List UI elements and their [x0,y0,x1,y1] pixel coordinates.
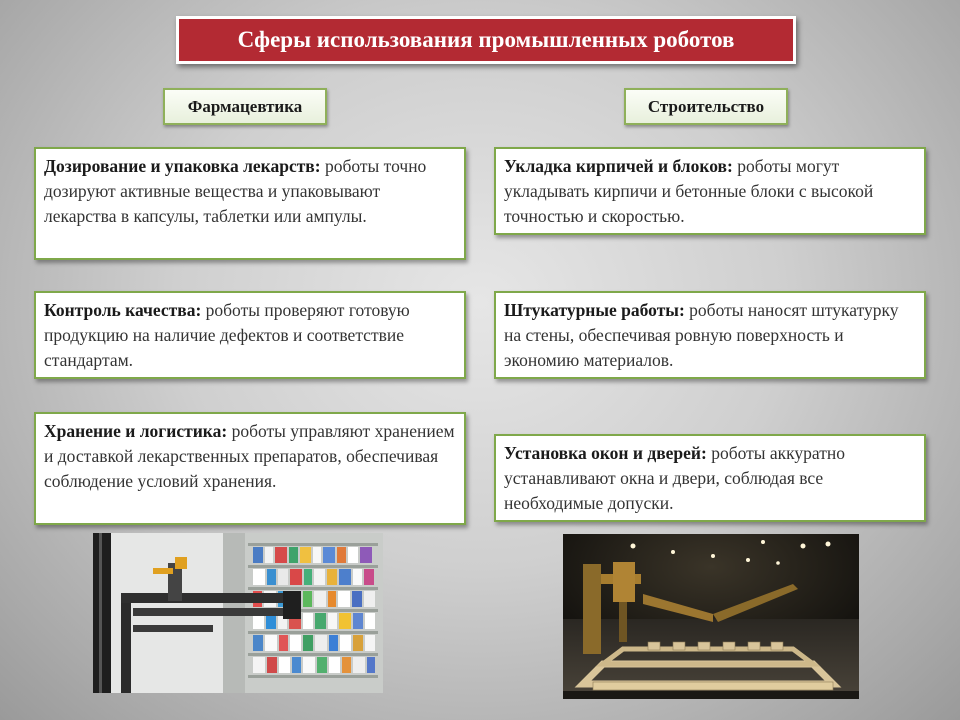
card-text: роботы управляют хранением и доставкой лекарственных препаратов, обеспечивая соблюдение условий хранения. [44,421,455,491]
card-heading: Укладка кирпичей и блоков: [504,156,733,176]
card-plastering [494,291,926,379]
brick-laying-robot-photo [563,534,859,699]
card-bricklaying [494,147,926,235]
card-storage-logistics [34,412,466,525]
card-heading: Установка окон и дверей: [504,443,707,463]
pharmacy-robot-photo [93,533,383,693]
card-text: роботы аккуратно устанавливают окна и двери, соблюдая все необходимые допуски. [504,443,846,513]
card-heading: Хранение и логистика: [44,421,228,441]
slide-title: Сферы использования промышленных роботов [176,16,796,64]
category-construction: Строительство [624,88,788,125]
card-text: роботы точно дозируют активные вещества и упаковывают лекарства в капсулы, таблетки или ампулы. [44,156,427,226]
card-text: роботы проверяют готовую продукцию на наличие дефектов и соответствие стандартам. [44,300,410,370]
card-heading: Контроль качества: [44,300,202,320]
card-text: роботы могут укладывать кирпичи и бетонные блоки с высокой точностью и скоростью. [504,156,874,226]
card-heading: Штукатурные работы: [504,300,685,320]
card-text: роботы наносят штукатурку на стены, обеспечивая ровную поверхность и экономию материалов. [504,300,899,370]
category-pharmacy: Фармацевтика [163,88,327,125]
card-windows-doors [494,434,926,522]
card-heading: Дозирование и упаковка лекарств: [44,156,321,176]
card-quality-control [34,291,466,379]
card-dosing-packaging [34,147,466,260]
